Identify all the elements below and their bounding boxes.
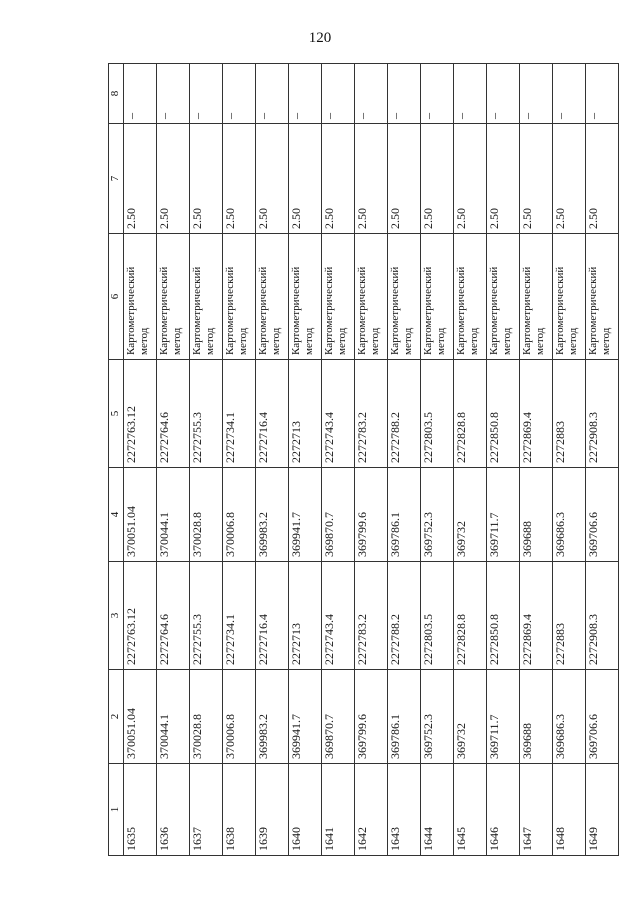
table-row: [124, 64, 157, 856]
table-cell: 370051.04: [124, 670, 157, 764]
method-cell: Картометрический метод: [388, 234, 421, 360]
table-row: [355, 64, 388, 856]
table-cell: 2272755.3: [190, 360, 223, 468]
table-cell: –: [454, 64, 487, 124]
table-cell: 2272764.6: [157, 360, 190, 468]
table-cell: 2272883: [553, 360, 586, 468]
method-cell: Картометрический метод: [454, 234, 487, 360]
point-number-cell: 1635: [124, 764, 157, 856]
table-cell: 370006.8: [223, 468, 256, 562]
table-cell: 369786.1: [388, 468, 421, 562]
table-cell: 2272764.6: [157, 562, 190, 670]
header-row: [109, 64, 124, 856]
table-cell: –: [355, 64, 388, 124]
point-number-cell: 1646: [487, 764, 520, 856]
table-row: [421, 64, 454, 856]
table-cell: 369799.6: [355, 670, 388, 764]
table-cell: 2272788.2: [388, 360, 421, 468]
table-cell: 2272850.8: [487, 360, 520, 468]
table-cell: 2272716.4: [256, 360, 289, 468]
table-cell: 2272803.5: [421, 562, 454, 670]
table-cell: 369983.2: [256, 468, 289, 562]
point-number-cell: 1640: [289, 764, 322, 856]
column-header: 2: [109, 670, 124, 764]
table-cell: 369688: [520, 670, 553, 764]
column-header: 3: [109, 562, 124, 670]
table-cell: 2.50: [256, 124, 289, 234]
table-cell: 2272763.12: [124, 562, 157, 670]
method-cell: Картометрический метод: [157, 234, 190, 360]
table-cell: 2272908.3: [586, 562, 619, 670]
point-number-cell: 1645: [454, 764, 487, 856]
table-cell: 369732: [454, 670, 487, 764]
table-cell: –: [520, 64, 553, 124]
table-cell: 369711.7: [487, 468, 520, 562]
table-row: [256, 64, 289, 856]
table-cell: 2272850.8: [487, 562, 520, 670]
method-cell: Картометрический метод: [256, 234, 289, 360]
table-cell: 2272783.2: [355, 360, 388, 468]
table-cell: 369706.6: [586, 468, 619, 562]
table-cell: 2.50: [124, 124, 157, 234]
table-cell: 2272763.12: [124, 360, 157, 468]
method-cell: Картометрический метод: [421, 234, 454, 360]
table-cell: 369688: [520, 468, 553, 562]
method-cell: Картометрический метод: [289, 234, 322, 360]
point-number-cell: 1642: [355, 764, 388, 856]
table-cell: 2.50: [157, 124, 190, 234]
table-row: [454, 64, 487, 856]
table-cell: 369686.3: [553, 468, 586, 562]
table-cell: 2.50: [487, 124, 520, 234]
table-row: [322, 64, 355, 856]
point-number-cell: 1643: [388, 764, 421, 856]
table-cell: 370006.8: [223, 670, 256, 764]
table-cell: 369870.7: [322, 468, 355, 562]
table-cell: –: [586, 64, 619, 124]
column-header: 1: [109, 764, 124, 856]
table-cell: 369752.3: [421, 670, 454, 764]
table-cell: 370028.8: [190, 468, 223, 562]
table-cell: 2.50: [586, 124, 619, 234]
table-cell: 2272743.4: [322, 562, 355, 670]
column-header: 6: [109, 234, 124, 360]
table-cell: 2.50: [421, 124, 454, 234]
table-cell: 369983.2: [256, 670, 289, 764]
method-cell: Картометрический метод: [190, 234, 223, 360]
table-cell: 369752.3: [421, 468, 454, 562]
table-cell: 370044.1: [157, 670, 190, 764]
table-cell: –: [322, 64, 355, 124]
table-cell: 370051.04: [124, 468, 157, 562]
table-cell: 2.50: [520, 124, 553, 234]
table-cell: 369799.6: [355, 468, 388, 562]
table-cell: –: [223, 64, 256, 124]
table-cell: –: [256, 64, 289, 124]
method-cell: Картометрический метод: [223, 234, 256, 360]
table-cell: –: [487, 64, 520, 124]
method-cell: Картометрический метод: [355, 234, 388, 360]
table-cell: –: [157, 64, 190, 124]
method-cell: Картометрический метод: [586, 234, 619, 360]
point-number-cell: 1636: [157, 764, 190, 856]
table-cell: 2272803.5: [421, 360, 454, 468]
table-cell: 2272828.8: [454, 360, 487, 468]
table-cell: 369686.3: [553, 670, 586, 764]
table-cell: 2272783.2: [355, 562, 388, 670]
method-cell: Картометрический метод: [553, 234, 586, 360]
table-cell: 369941.7: [289, 670, 322, 764]
table-cell: –: [421, 64, 454, 124]
table-cell: 370044.1: [157, 468, 190, 562]
table-cell: 2.50: [322, 124, 355, 234]
table-cell: –: [124, 64, 157, 124]
page-number: 120: [308, 30, 332, 46]
table-cell: 2.50: [355, 124, 388, 234]
table-cell: –: [289, 64, 322, 124]
point-number-cell: 1639: [256, 764, 289, 856]
point-number-cell: 1648: [553, 764, 586, 856]
table-cell: 2.50: [454, 124, 487, 234]
table-cell: 2.50: [223, 124, 256, 234]
table-row: [289, 64, 322, 856]
table-cell: 369870.7: [322, 670, 355, 764]
table-cell: –: [190, 64, 223, 124]
table-cell: 2272828.8: [454, 562, 487, 670]
method-cell: Картометрический метод: [487, 234, 520, 360]
point-number-cell: 1649: [586, 764, 619, 856]
table-cell: 2.50: [553, 124, 586, 234]
table-cell: 370028.8: [190, 670, 223, 764]
table-cell: 2272734.1: [223, 360, 256, 468]
column-header: 5: [109, 360, 124, 468]
table-row: [586, 64, 619, 856]
coordinates-table: [108, 63, 619, 856]
table-row: [388, 64, 421, 856]
method-cell: Картометрический метод: [322, 234, 355, 360]
point-number-cell: 1644: [421, 764, 454, 856]
column-header: 7: [109, 124, 124, 234]
point-number-cell: 1638: [223, 764, 256, 856]
table-cell: –: [553, 64, 586, 124]
method-cell: Картометрический метод: [520, 234, 553, 360]
table-cell: 369732: [454, 468, 487, 562]
table-cell: 2272788.2: [388, 562, 421, 670]
table-cell: 369711.7: [487, 670, 520, 764]
point-number-cell: 1647: [520, 764, 553, 856]
table-cell: 2272908.3: [586, 360, 619, 468]
table-row: [487, 64, 520, 856]
table-cell: 2.50: [388, 124, 421, 234]
table-row: [520, 64, 553, 856]
rotated-table-container: [108, 64, 612, 856]
table-cell: 2272883: [553, 562, 586, 670]
table-cell: 369941.7: [289, 468, 322, 562]
table-cell: 2272755.3: [190, 562, 223, 670]
table-cell: 2272743.4: [322, 360, 355, 468]
column-header: 8: [109, 64, 124, 124]
table-row: [553, 64, 586, 856]
column-header: 4: [109, 468, 124, 562]
point-number-cell: 1641: [322, 764, 355, 856]
table-cell: 2272713: [289, 562, 322, 670]
table-cell: 2272869.4: [520, 562, 553, 670]
table-row: [190, 64, 223, 856]
method-cell: Картометрический метод: [124, 234, 157, 360]
table-cell: 2272734.1: [223, 562, 256, 670]
table-row: [223, 64, 256, 856]
table-cell: 369786.1: [388, 670, 421, 764]
table-cell: –: [388, 64, 421, 124]
table-row: [157, 64, 190, 856]
point-number-cell: 1637: [190, 764, 223, 856]
table-cell: 2.50: [190, 124, 223, 234]
table-cell: 2272869.4: [520, 360, 553, 468]
table-cell: 2.50: [289, 124, 322, 234]
table-cell: 369706.6: [586, 670, 619, 764]
table-cell: 2272713: [289, 360, 322, 468]
table-cell: 2272716.4: [256, 562, 289, 670]
